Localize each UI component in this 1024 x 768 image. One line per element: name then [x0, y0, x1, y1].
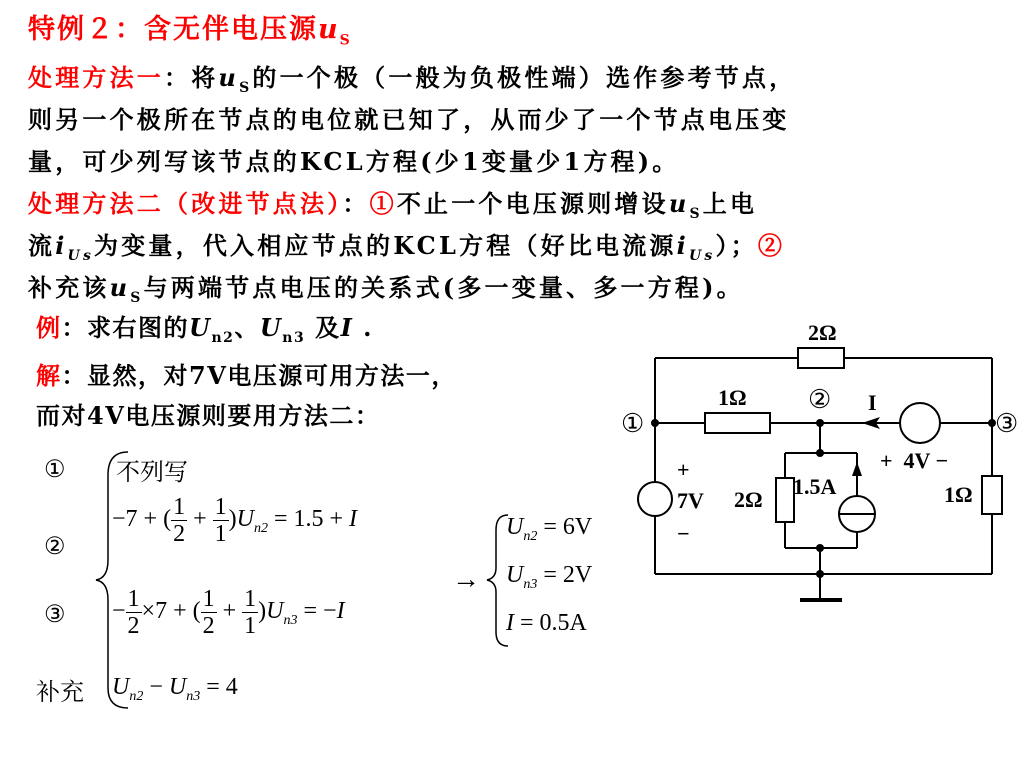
solution-text1: ：显然，对7V电压源可用方法一，: [61, 361, 457, 390]
method1-text-b: 的一个极（一般为负极性端）选作参考节点，: [252, 63, 797, 92]
eq4-un2: $U_{n2}$: [112, 674, 144, 704]
method1-label: 处理方法一: [28, 63, 164, 92]
eq3-mid: ×7 + (: [141, 598, 201, 625]
solution-label: 解: [36, 361, 62, 390]
eq3-rhs: = −: [297, 598, 337, 625]
eq3-d1: 2: [202, 613, 215, 639]
example-i: I: [340, 313, 354, 342]
result-un2-value: = 6V: [537, 514, 593, 540]
method1-line2: 则另一个极所在节点的电位就已知了，从而少了一个节点电压变: [28, 105, 790, 134]
method2-text-l2c: ）；: [715, 231, 758, 260]
method1-sub: S: [239, 79, 253, 96]
label-node-2: ②: [808, 385, 832, 414]
eq4-rhs: = 4: [200, 674, 238, 700]
method2-sub-i: Us: [67, 247, 95, 264]
eq3-un3: $U_{n3}$: [266, 598, 298, 628]
example-n3: n3: [282, 329, 306, 346]
label-r-top: 2Ω: [808, 320, 837, 345]
eq2-un2: $U_{n2}$: [236, 506, 268, 536]
eq3-d0: 2: [127, 613, 140, 639]
example-u: U: [189, 313, 212, 342]
eq3-n1: 1: [202, 586, 215, 612]
result-un2: $U_{n2} = 6V$: [506, 514, 593, 544]
eq2-n2: 1: [214, 494, 227, 520]
method2-var-u: u: [668, 189, 690, 218]
eq2-frac1: [171, 494, 187, 547]
label-7v-minus: −: [677, 521, 690, 546]
method2-var-i2: i: [676, 231, 689, 260]
equation-1: 不列写: [116, 458, 188, 486]
method2-label: 处理方法二（改进节点法）: [28, 189, 343, 218]
result-arrow-icon: →: [452, 564, 480, 595]
eq2-n1: 1: [173, 494, 186, 520]
eq2-pre: −7 + (: [112, 506, 172, 533]
circle-one: ①: [369, 189, 397, 218]
eq4-minus: −: [143, 674, 169, 700]
label-node-3: ③: [995, 409, 1019, 438]
eq3-n2: 1: [244, 586, 257, 612]
example-and: 及: [305, 313, 341, 342]
eq3-minus: −: [112, 598, 126, 625]
result-i-value: = 0.5A: [514, 610, 587, 636]
example-text: ：求右图的: [61, 313, 189, 342]
eq2-d1: 2: [173, 521, 186, 547]
left-brace: [96, 452, 128, 708]
eq3-frac1: [201, 586, 217, 639]
method2-var-u2: u: [109, 273, 131, 302]
label-r-right: 1Ω: [944, 482, 973, 507]
eq3-post: ): [258, 598, 267, 625]
label-current-i: I: [868, 390, 877, 415]
result-un3: $U_{n3} = 2V$: [506, 562, 593, 592]
eq2-post: ): [228, 506, 237, 533]
eq2-plus: +: [187, 506, 213, 533]
eq3-n0: 1: [127, 586, 140, 612]
solution-line2: 而对4V电压源则要用方法二：: [36, 401, 381, 430]
result-un3-value: = 2V: [537, 562, 593, 588]
method2-colon: ：: [342, 189, 370, 218]
method1-var: u: [218, 63, 240, 92]
eq-mark-2: ②: [44, 532, 66, 560]
label-r-left: 1Ω: [718, 385, 747, 410]
example-end: .: [353, 313, 374, 342]
method2-text-c: 上电: [702, 189, 758, 218]
method2-text-l2b: 为变量，代入相应节点的KCL方程（好比电流源: [94, 231, 677, 260]
eq-mark-3: ③: [44, 600, 66, 628]
equation-supplement: [112, 674, 238, 705]
eq2-frac2: [213, 494, 229, 547]
method2-text-b: 不止一个电压源则增设: [396, 189, 669, 218]
eq3-frac2: [242, 586, 258, 639]
method2-text-l2a: 流: [28, 231, 56, 260]
label-node-1: ①: [621, 409, 645, 438]
method2-var-i: i: [55, 231, 68, 260]
label-7v-plus: +: [677, 457, 690, 482]
title-text: 特例２：含无伴电压源: [28, 14, 318, 45]
result-i: I = 0.5A: [506, 610, 587, 636]
title-var: u: [318, 14, 340, 45]
result-brace: [487, 515, 508, 646]
circle-two: ②: [757, 231, 786, 260]
example-sep: 、: [234, 313, 260, 342]
example-label: 例: [36, 313, 62, 342]
method2-sub-u2: S: [130, 289, 144, 306]
eq4-un3: $U_{n3}$: [168, 674, 201, 704]
label-r-mid: 2Ω: [734, 487, 763, 512]
eq2-i: I: [349, 506, 358, 533]
eq3-d2: 1: [244, 613, 257, 639]
label-7v: 7V: [677, 488, 704, 513]
label-1-5a: 1.5A: [793, 474, 837, 499]
example-u2: U: [259, 313, 283, 342]
label-4v: + 4V −: [880, 448, 949, 473]
method2-text-l3b: 与两端节点电压的关系式(多一变量、多一方程)。: [143, 273, 744, 302]
method1-line3: 量，可少列写该节点的KCL方程(少1变量少1方程)。: [28, 147, 680, 176]
eq-mark-1: ①: [44, 455, 66, 483]
eq3-plus: +: [216, 598, 243, 625]
example-n2: n2: [211, 329, 235, 346]
eq3-i: I: [336, 598, 345, 625]
eq3-frac0: [126, 586, 142, 639]
method2-text-l3a: 补充该: [28, 273, 110, 302]
method2-sub-u: S: [689, 205, 703, 222]
method1-text-a: ：将: [164, 63, 219, 92]
equation-3: [112, 586, 345, 639]
eq-mark-supplement: 补充: [36, 678, 84, 706]
equation-2: [112, 494, 357, 547]
eq2-rhs: = 1.5 +: [267, 506, 350, 533]
eq2-d2: 1: [214, 521, 227, 547]
method2-sub-i2: Us: [688, 247, 716, 264]
title-sub: S: [339, 32, 352, 49]
